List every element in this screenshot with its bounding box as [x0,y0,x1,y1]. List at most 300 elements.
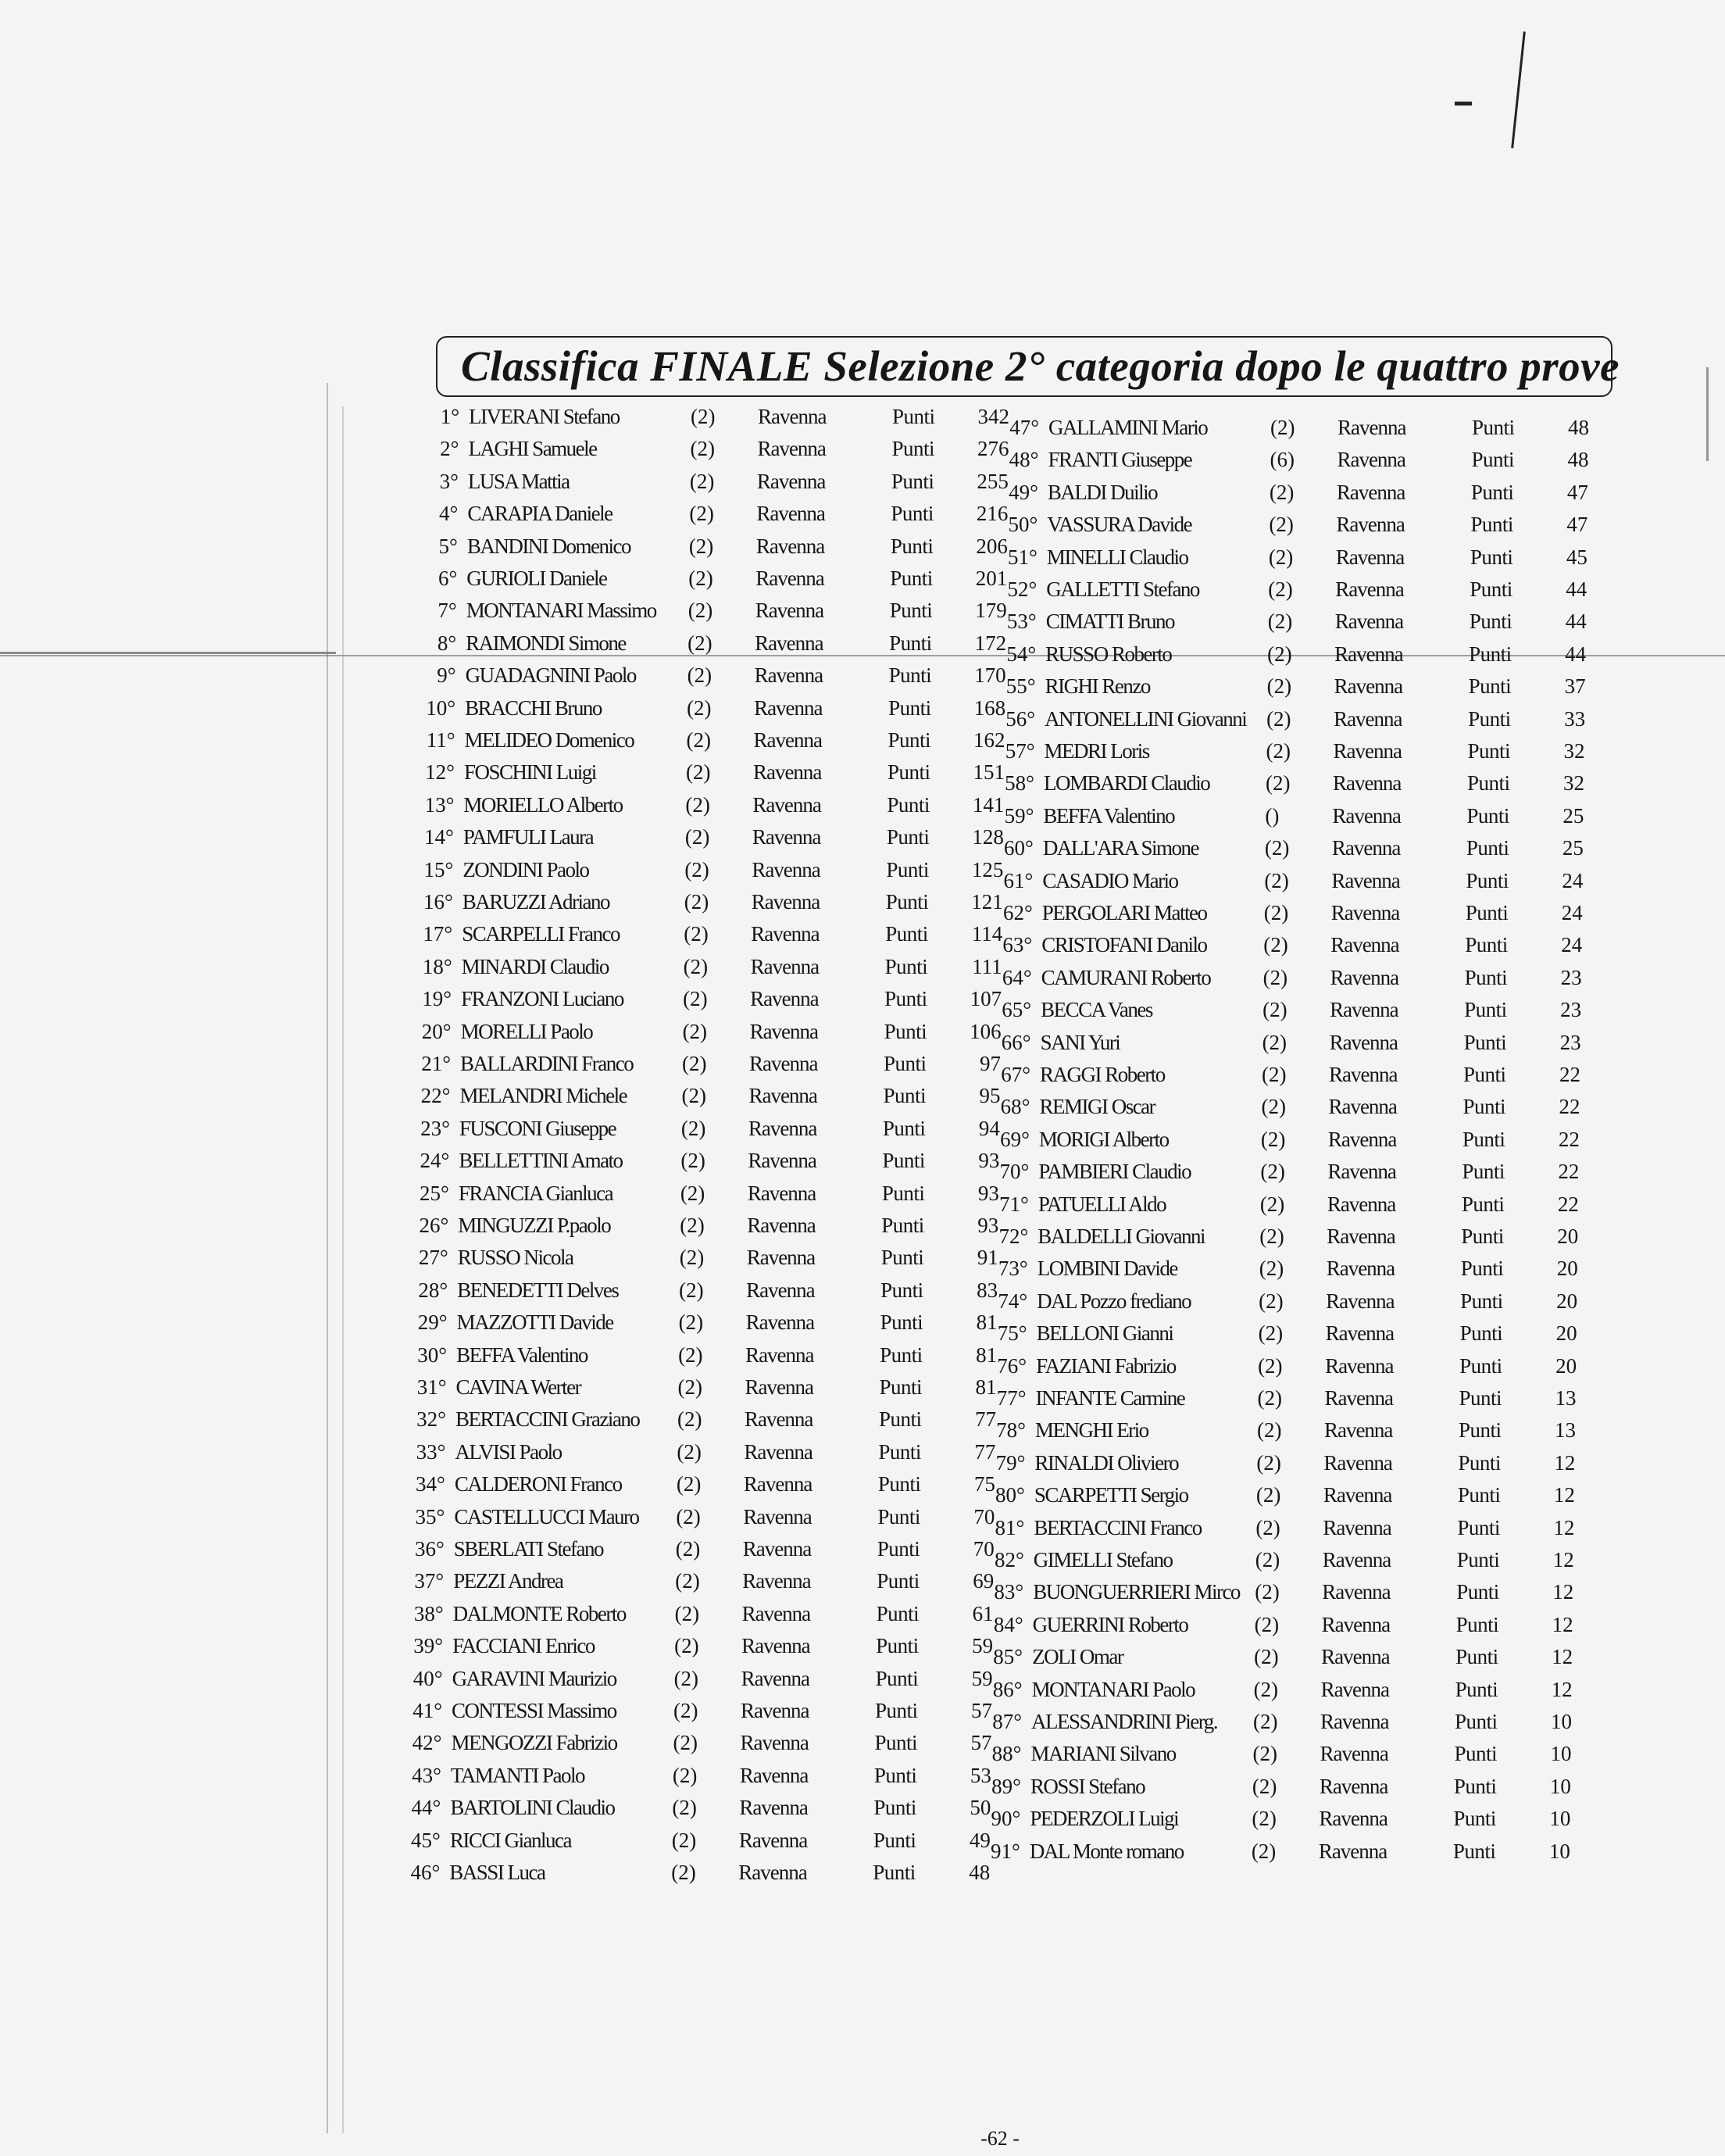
points-label: Punti [1462,1160,1505,1184]
category-code: (2) [1259,1225,1284,1248]
category-code: (2) [680,1214,705,1237]
ranking-row [980,867,1589,894]
category-code: (2) [674,1634,699,1658]
points-label: Punti [873,1828,916,1852]
points-value: 255 [977,469,1009,493]
rank-position: 1° [440,405,459,428]
rank-position: 90° [991,1807,1021,1831]
rank-position: 67° [1001,1063,1030,1086]
rank-position: 5° [438,534,458,558]
city-name: Ravenna [754,695,823,720]
points-value: 83 [977,1278,998,1302]
ranking-row [982,706,1591,732]
category-code: (2) [673,1731,698,1755]
category-code: (2) [1252,1807,1277,1831]
category-code: (2) [680,1149,705,1173]
category-code: (2) [1265,771,1291,796]
ranking-row [978,996,1588,1023]
category-code: (2) [1262,965,1288,989]
points-value: 95 [979,1084,1001,1108]
rank-position: 59° [1004,803,1034,828]
ranking-row [387,1859,996,1886]
athlete-name: LIVERANI Stefano [469,405,620,428]
city-name: Ravenna [753,728,822,752]
city-name: Ravenna [755,567,824,590]
points-value: 33 [1564,706,1586,731]
points-value: 93 [977,1214,999,1237]
rank-position: 83° [994,1580,1024,1604]
points-value: 12 [1551,1677,1573,1701]
athlete-name: BALLARDINI Franco [460,1052,634,1075]
points-label: Punti [880,1278,923,1302]
category-code: (2) [1269,513,1294,537]
rank-position: 35° [415,1504,445,1529]
city-name: Ravenna [744,1407,813,1432]
points-value: 48 [1568,416,1589,439]
athlete-name: MENGOZZI Fabrizio [451,1731,617,1755]
points-value: 24 [1561,901,1583,924]
city-name: Ravenna [1325,1321,1395,1346]
points-label: Punti [1461,1225,1504,1248]
athlete-name: LAGHI Samuele [468,437,597,461]
points-value: 12 [1554,1450,1576,1475]
athlete-name: ALESSANDRINI Pierg. [1031,1710,1218,1733]
city-name: Ravenna [749,1052,818,1075]
points-label: Punti [1455,1677,1498,1701]
athlete-name: CONTESSI Massimo [452,1699,616,1722]
ranking-row [395,1212,1005,1239]
athlete-name: FAZIANI Fabrizio [1036,1353,1176,1378]
points-label: Punti [1466,868,1509,892]
category-code: (2) [689,502,714,526]
ranking-row [973,1417,1582,1443]
ranking-row [968,1740,1577,1767]
city-name: Ravenna [741,1699,809,1722]
ranking-row [978,1029,1588,1056]
points-value: 22 [1557,1192,1579,1216]
points-label: Punti [884,1019,927,1043]
points-label: Punti [889,631,932,655]
city-name: Ravenna [755,534,825,558]
city-name: Ravenna [1318,1839,1388,1863]
points-label: Punti [887,760,930,785]
ranking-row [388,1794,997,1821]
city-name: Ravenna [1334,706,1402,731]
points-label: Punti [884,1052,927,1075]
ranking-row [975,1255,1584,1282]
city-name: Ravenna [1324,1386,1393,1410]
city-name: Ravenna [752,760,822,785]
points-value: 170 [974,663,1006,688]
city-name: Ravenna [1323,1418,1393,1443]
category-code: (2) [690,437,715,461]
ranking-row [391,1600,1000,1627]
points-value: 12 [1553,1515,1575,1539]
points-value: 13 [1555,1386,1577,1410]
rank-position: 21° [421,1052,451,1075]
ranking-row [969,1708,1578,1735]
points-label: Punti [878,1439,921,1464]
athlete-name: SCARPETTI Sergio [1034,1483,1188,1507]
athlete-name: BEFFA Valentino [1043,803,1175,828]
rank-position: 69° [1000,1127,1030,1151]
points-label: Punti [1458,1418,1502,1443]
points-label: Punti [886,825,930,849]
athlete-name: BRACCHI Bruno [465,695,602,720]
ranking-row [971,1514,1580,1541]
points-label: Punti [1465,901,1509,924]
city-name: Ravenna [758,405,827,428]
rank-position: 78° [996,1418,1026,1443]
points-value: 22 [1558,1127,1580,1151]
points-value: 47 [1566,480,1588,504]
rank-position: 26° [419,1214,449,1237]
athlete-name: REMIGI Oscar [1039,1095,1155,1119]
ranking-row [976,1191,1585,1217]
ranking-row [401,792,1010,818]
points-label: Punti [1468,706,1511,731]
ranking-row [398,1050,1007,1077]
category-code: (2) [691,405,716,428]
ranking-row [982,738,1591,764]
city-name: Ravenna [745,1310,815,1335]
points-value: 20 [1556,1257,1578,1281]
ranking-row [391,1503,1001,1530]
rank-position: 17° [423,922,453,946]
rank-position: 44° [411,1796,441,1820]
city-name: Ravenna [1334,642,1403,666]
ranking-row [389,1697,998,1724]
points-value: 24 [1561,933,1583,957]
city-name: Ravenna [1326,1257,1395,1281]
category-code: (2) [1258,1321,1284,1346]
rank-position: 41° [412,1699,442,1722]
category-code: (2) [679,1246,705,1270]
points-label: Punti [887,792,930,817]
points-label: Punti [1467,739,1511,763]
ranking-row [973,1353,1583,1379]
ranking-row [976,1158,1585,1185]
athlete-name: INFANTE Carmine [1035,1386,1185,1410]
ranking-row [972,1450,1581,1476]
rank-position: 62° [1002,901,1033,924]
category-code: (2) [675,1537,701,1561]
points-label: Punti [1454,1742,1497,1766]
ranking-row [985,446,1595,473]
athlete-name: DALMONTE Roberto [452,1601,626,1625]
points-label: Punti [1455,1645,1498,1669]
city-name: Ravenna [1335,577,1404,601]
category-code: (2) [1266,674,1292,699]
athlete-name: PATUELLI Aldo [1038,1192,1166,1216]
points-label: Punti [1460,1257,1504,1281]
rank-position: 79° [995,1450,1026,1475]
ranking-row [981,770,1591,796]
city-name: Ravenna [739,1796,808,1820]
city-name: Ravenna [748,1149,816,1173]
category-code: (2) [679,1278,704,1302]
athlete-name: GUERRINI Roberto [1032,1612,1188,1636]
athlete-name: SBERLATI Stefano [453,1537,603,1561]
city-name: Ravenna [1336,480,1405,504]
category-code: (2) [1253,1710,1278,1733]
athlete-name: RINALDI Oliviero [1034,1450,1179,1475]
page-title: Classifica FINALE Selezione 2° categoria dopo le quattro prove [461,342,1620,390]
athlete-name: BASSI Luca [449,1861,545,1884]
points-value: 25 [1562,836,1584,860]
category-code: (2) [1267,642,1292,666]
rank-position: 77° [996,1386,1027,1410]
city-name: Ravenna [1319,1807,1388,1831]
points-label: Punti [1462,1095,1505,1119]
category-code: (2) [675,1569,700,1593]
points-label: Punti [1469,642,1512,666]
athlete-name: PAMFULI Laura [462,825,594,849]
ranking-row [984,608,1593,635]
ranking-row [400,856,1009,883]
rank-position: 46° [410,1861,441,1884]
city-name: Ravenna [1330,933,1399,957]
points-label: Punti [1456,1580,1499,1604]
ranking-row [986,414,1595,441]
points-value: 20 [1556,1289,1578,1313]
points-value: 172 [974,631,1007,655]
rank-position: 49° [1009,480,1038,504]
category-code: (2) [676,1472,702,1496]
points-label: Punti [1471,448,1514,472]
points-value: 20 [1557,1225,1579,1248]
points-value: 94 [978,1116,1000,1140]
points-value: 32 [1562,771,1584,796]
points-label: Punti [886,857,929,881]
points-label: Punti [1470,545,1513,569]
points-value: 114 [971,922,1003,946]
points-value: 23 [1560,965,1582,989]
points-value: 276 [977,437,1009,461]
athlete-name: BERTACCINI Graziano [455,1407,640,1432]
athlete-name: MELANDRI Michele [459,1084,627,1108]
points-label: Punti [1469,610,1512,634]
athlete-name: CAMURANI Roberto [1041,965,1211,989]
ranking-row [970,1579,1580,1605]
points-label: Punti [1470,513,1513,537]
athlete-name: TAMANTI Paolo [450,1763,584,1787]
athlete-name: SCARPELLI Franco [462,922,620,946]
athlete-name: PEZZI Andrea [453,1569,563,1593]
ranking-row [402,695,1012,721]
points-label: Punti [876,1601,920,1625]
category-code: (2) [1268,545,1294,569]
ranking-row [401,824,1010,850]
rank-position: 24° [420,1149,450,1173]
rank-position: 4° [439,502,459,526]
ranking-row [391,1568,1000,1594]
points-value: 22 [1559,1095,1580,1119]
athlete-name: MAZZOTTI Davide [456,1310,613,1335]
category-code: (2) [1254,1612,1280,1636]
ranking-row [979,931,1588,958]
category-code: (2) [1263,901,1289,924]
points-value: 69 [973,1569,995,1593]
scan-edge-mark [1706,367,1709,461]
rank-position: 84° [993,1612,1023,1636]
points-value: 49 [969,1828,991,1852]
rank-position: 87° [992,1710,1022,1733]
ranking-row [972,1482,1581,1508]
category-code: (2) [686,728,711,752]
city-name: Ravenna [1334,610,1404,634]
rank-position: 37° [414,1569,445,1593]
category-code: (2) [673,1699,698,1722]
points-label: Punti [889,599,933,623]
ranking-row [405,500,1014,527]
city-name: Ravenna [1322,1548,1391,1571]
category-code: (2) [681,1084,706,1108]
points-label: Punti [1470,480,1514,504]
city-name: Ravenna [1332,771,1402,796]
points-label: Punti [1455,1612,1499,1636]
points-value: 93 [978,1149,1000,1173]
rank-position: 52° [1007,577,1038,601]
city-name: Ravenna [1331,836,1401,860]
points-label: Punti [875,1666,919,1690]
points-value: 77 [974,1407,996,1432]
points-value: 12 [1552,1548,1574,1571]
athlete-name: LOMBINI Davide [1037,1257,1177,1281]
rank-position: 10° [426,695,456,720]
athlete-name: BEFFA Valentino [456,1343,588,1367]
points-label: Punti [888,695,931,720]
ranking-row [980,899,1589,926]
category-code: (2) [1261,1095,1286,1119]
category-code: (2) [684,857,709,881]
category-code: (2) [688,567,713,590]
category-code: (2) [1256,1418,1282,1443]
ranking-row [985,479,1595,506]
ranking-row [398,985,1008,1012]
category-code: (2) [1270,416,1295,439]
points-value: 70 [973,1504,995,1529]
rank-position: 40° [412,1666,443,1690]
points-value: 125 [971,857,1004,881]
page-number: -62 - [980,2127,1020,2150]
points-label: Punti [880,1246,924,1270]
rank-position: 55° [1005,674,1036,699]
points-value: 10 [1548,1839,1570,1863]
city-name: Ravenna [1320,1742,1388,1766]
athlete-name: RAIMONDI Simone [466,631,626,655]
category-code: (2) [674,1601,700,1625]
ranking-row [979,964,1588,991]
athlete-name: GURIOLI Daniele [466,567,607,590]
points-label: Punti [1461,1192,1505,1216]
ranking-row [404,565,1013,592]
athlete-name: BELLETTINI Amato [459,1149,623,1173]
points-label: Punti [891,437,934,461]
category-code: (2) [677,1439,702,1464]
points-value: 91 [977,1246,998,1270]
points-label: Punti [891,469,934,493]
category-code: (2) [676,1504,701,1529]
category-code: (2) [687,663,712,688]
rank-position: 60° [1004,836,1034,860]
points-label: Punti [890,567,933,590]
rank-position: 89° [991,1774,1021,1798]
rank-position: 42° [412,1731,442,1755]
points-value: 45 [1566,545,1588,569]
points-value: 50 [970,1796,991,1820]
points-label: Punti [880,1343,923,1367]
athlete-name: CALDERONI Franco [454,1472,622,1496]
ranking-row [397,1082,1006,1109]
rank-position: 3° [439,469,459,493]
ranking-row [973,1385,1583,1411]
city-name: Ravenna [1336,513,1405,537]
points-value: 53 [970,1763,991,1787]
ranking-row [970,1643,1579,1670]
athlete-name: RUSSO Nicola [457,1246,573,1270]
rank-position: 30° [417,1343,448,1367]
rank-position: 32° [416,1407,446,1432]
points-value: 12 [1552,1580,1574,1604]
points-label: Punti [877,1504,920,1529]
city-name: Ravenna [750,954,820,978]
rank-position: 22° [420,1084,451,1108]
ranking-row [396,1147,1005,1174]
rank-position: 91° [991,1839,1020,1863]
points-value: 93 [977,1181,999,1205]
city-name: Ravenna [752,825,821,849]
points-label: Punti [879,1375,923,1399]
category-code: (2) [1254,1645,1279,1669]
points-label: Punti [888,663,932,688]
city-name: Ravenna [1327,1225,1395,1248]
rank-position: 18° [422,954,452,978]
points-label: Punti [873,1763,917,1787]
ranking-row [396,1180,1005,1207]
points-value: 12 [1552,1645,1573,1669]
city-name: Ravenna [754,663,823,688]
pen-dash-mark [1455,102,1472,105]
rank-position: 73° [998,1257,1028,1281]
points-value: 61 [972,1601,994,1625]
category-code: (2) [685,760,711,785]
category-code: (2) [1255,1548,1280,1571]
rank-position: 14° [424,825,454,849]
rank-position: 39° [413,1634,444,1658]
ranking-row [395,1277,1004,1303]
ranking-row [971,1546,1580,1573]
points-value: 22 [1559,1063,1580,1086]
ranking-row [402,727,1012,753]
athlete-name: ZOLI Omar [1032,1645,1123,1669]
category-code: (2) [1252,1742,1277,1766]
athlete-name: BERTACCINI Franco [1034,1515,1202,1539]
points-label: Punti [877,1472,921,1496]
rank-position: 23° [420,1116,450,1140]
points-label: Punti [1462,1127,1505,1151]
city-name: Ravenna [1335,545,1405,569]
city-name: Ravenna [744,1439,812,1464]
rank-position: 6° [438,567,458,590]
ranking-row [984,544,1594,570]
ranking-row [398,1018,1008,1045]
scan-binding-line [327,383,328,2133]
ranking-row [977,1061,1587,1088]
rank-position: 54° [1006,642,1037,666]
athlete-name: MORELLI Paolo [460,1019,593,1043]
city-name: Ravenna [745,1343,814,1367]
